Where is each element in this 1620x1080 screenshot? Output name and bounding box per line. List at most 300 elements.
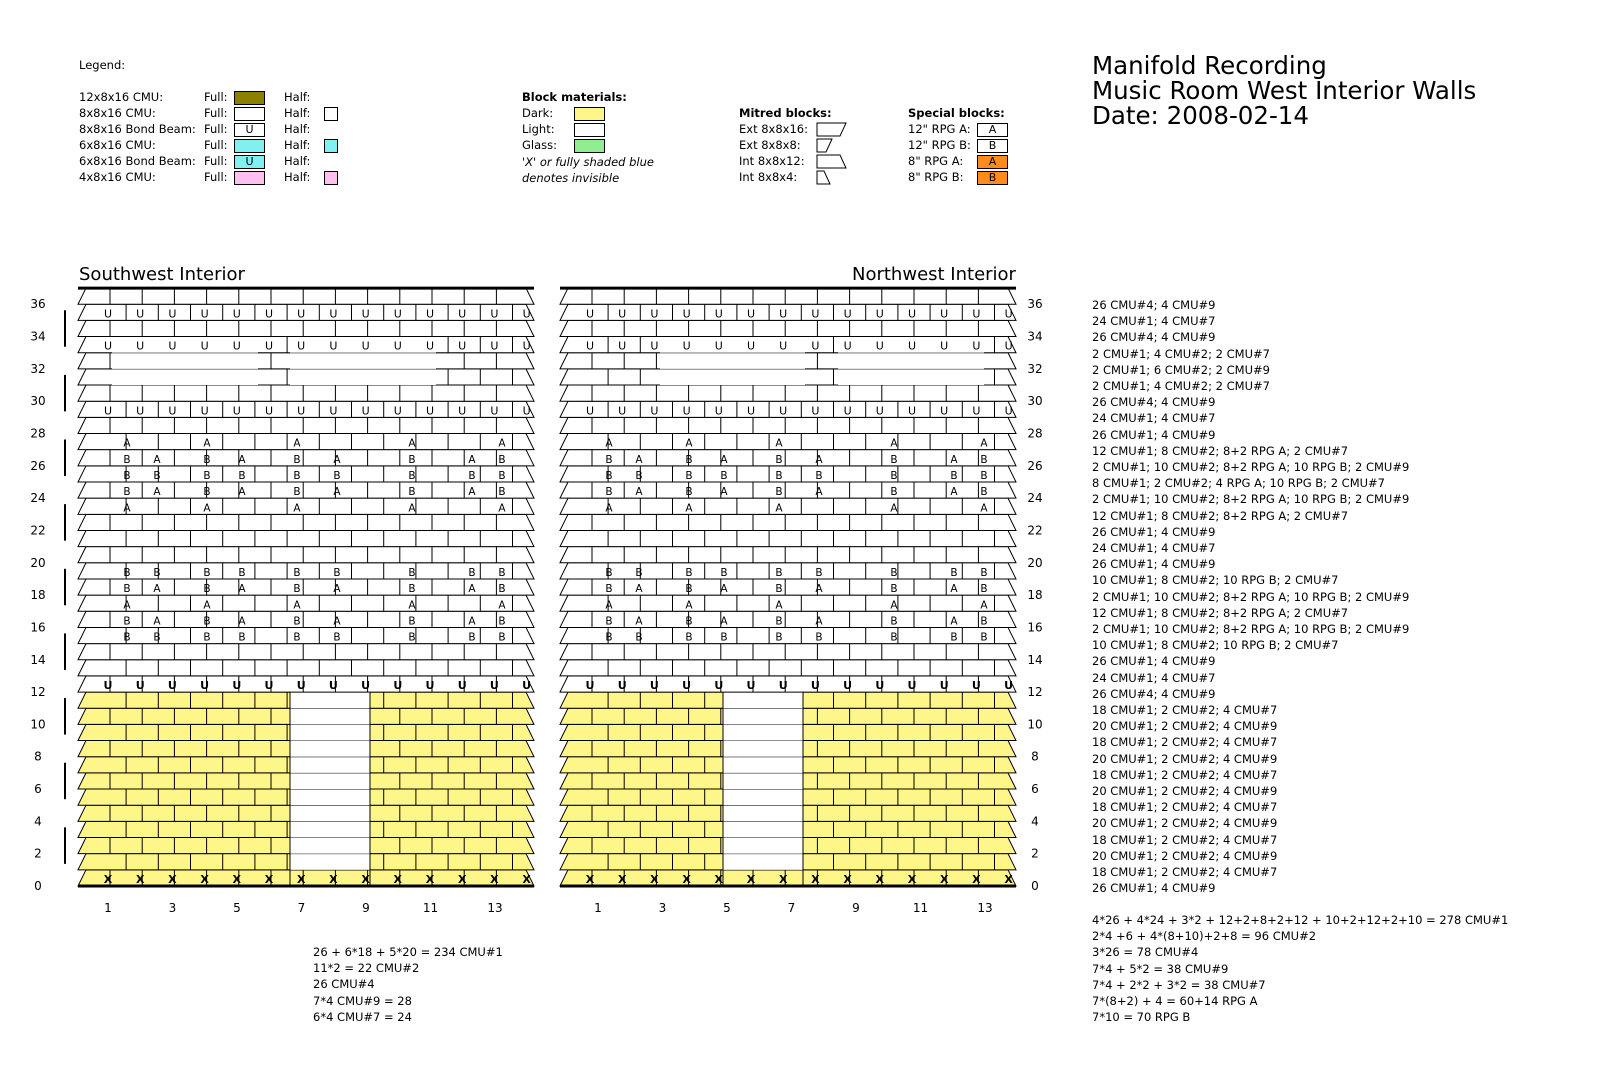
- southwest-block-u: U: [490, 404, 499, 418]
- southwest-block-x: X: [425, 873, 435, 886]
- drawing-date: Date: 2008-02-14: [1092, 101, 1309, 130]
- row-count-line: 26 CMU#1; 4 CMU#9: [1092, 427, 1216, 442]
- legend-full-swatch: U: [234, 155, 265, 169]
- southwest-rpg-label: B: [408, 583, 416, 596]
- southwest-rpg-label: B: [238, 470, 246, 482]
- northwest-block-u: U: [810, 679, 820, 693]
- northwest-rpg-label: B: [775, 583, 783, 596]
- northwest-rpg-label: B: [980, 566, 988, 579]
- legend-half-label: Half:: [284, 90, 311, 104]
- southwest-rpg-label: B: [153, 566, 161, 579]
- special-swatch: A: [977, 123, 1008, 137]
- row-number-right: 2: [1031, 846, 1039, 861]
- northwest-rpg-label: A: [605, 437, 613, 450]
- northwest-rpg-label: A: [635, 486, 643, 499]
- northwest-course: [560, 563, 1016, 579]
- column-number-southwest: 13: [487, 901, 503, 915]
- northwest-block-u: U: [585, 679, 595, 693]
- legend-heading: Legend:: [79, 58, 126, 72]
- northwest-block-u: U: [585, 339, 595, 353]
- row-number-left: 20: [30, 555, 46, 570]
- northwest-course: [560, 627, 1016, 643]
- northwest-block-u: U: [1004, 307, 1013, 321]
- mitred-label: Int 8x8x12:: [739, 154, 805, 168]
- southwest-rpg-label: B: [408, 566, 416, 579]
- row-number-left: 28: [30, 426, 46, 441]
- northwest-block-u: U: [907, 679, 917, 693]
- southwest-rpg-label: B: [408, 486, 416, 499]
- northwest-block-x: X: [585, 873, 595, 886]
- northwest-block-u: U: [618, 404, 627, 418]
- row-count-line: 10 CMU#1; 8 CMU#2; 10 RPG B; 2 CMU#7: [1092, 573, 1339, 588]
- southwest-block-u: U: [393, 339, 402, 353]
- legend-full-label: Full:: [204, 138, 228, 152]
- southwest-rpg-label: B: [203, 631, 211, 644]
- legend-row-name: 4x8x16 CMU:: [79, 170, 156, 184]
- southwest-rpg-label: A: [408, 599, 416, 612]
- northwest-rpg-label: A: [815, 583, 823, 596]
- northwest-block-u: U: [779, 339, 788, 353]
- southwest-door-opening: [290, 838, 370, 854]
- northwest-door-opening: [723, 805, 803, 821]
- southwest-door-opening: [290, 789, 370, 805]
- northwest-rpg-label: B: [635, 631, 643, 644]
- northwest-block-u: U: [682, 404, 691, 418]
- northwest-block-u: U: [714, 679, 724, 693]
- southwest-rpg-label: B: [203, 583, 211, 596]
- southwest-rpg-label: A: [293, 599, 301, 612]
- southwest-block-u: U: [425, 404, 435, 418]
- total-line: 7*4 + 2*2 + 3*2 = 38 CMU#7: [1092, 977, 1266, 992]
- row-number-right: 0: [1031, 879, 1039, 893]
- special-label: 12" RPG A:: [908, 122, 971, 136]
- southwest-block-u: U: [297, 307, 306, 321]
- row-count-line: 26 CMU#4; 4 CMU#9: [1092, 686, 1216, 701]
- column-number-northwest: 3: [658, 901, 667, 915]
- southwest-door-opening: [290, 854, 370, 870]
- southwest-block-u: U: [425, 339, 435, 353]
- northwest-course: [560, 660, 1016, 676]
- column-number-northwest: 1: [594, 901, 602, 915]
- northwest-door-opening: [723, 773, 803, 789]
- northwest-block-x: X: [811, 873, 820, 886]
- northwest-block-u: U: [746, 339, 756, 353]
- column-number-southwest: 3: [168, 901, 177, 915]
- southwest-rpg-label: B: [498, 486, 506, 499]
- northwest-rpg-label: A: [775, 599, 783, 612]
- northwest-rpg-label: B: [980, 583, 988, 596]
- southwest-rpg-label: A: [238, 583, 246, 596]
- northwest-rpg-label: B: [980, 470, 988, 482]
- northwest-rpg-label: B: [775, 566, 783, 579]
- northwest-course: [560, 320, 1016, 336]
- southwest-door-opening: [290, 741, 370, 757]
- legend-row-name: 8x8x16 Bond Beam:: [79, 122, 196, 136]
- row-count-line: 24 CMU#1; 4 CMU#7: [1092, 541, 1216, 555]
- northwest-rpg-label: B: [890, 566, 898, 579]
- northwest-rpg-label: A: [815, 486, 823, 499]
- drawing-title: Music Room West Interior Walls: [1092, 76, 1477, 105]
- southwest-rpg-label: B: [293, 486, 301, 499]
- northwest-block-u: U: [778, 679, 788, 693]
- northwest-window-opening: [838, 369, 984, 385]
- northwest-rpg-label: B: [980, 453, 988, 466]
- southwest-block-u: U: [296, 679, 306, 693]
- southwest-block-u: U: [232, 307, 241, 321]
- northwest-rpg-label: B: [890, 486, 898, 499]
- northwest-block-u: U: [971, 679, 981, 693]
- southwest-block-u: U: [522, 307, 531, 321]
- northwest-course: [560, 530, 1016, 546]
- northwest-rpg-label: A: [635, 615, 643, 628]
- southwest-rpg-label: A: [333, 453, 341, 466]
- northwest-course: [560, 595, 1016, 611]
- northwest-block-u: U: [618, 307, 627, 321]
- southwest-rpg-label: A: [333, 583, 341, 596]
- southwest-block-u: U: [393, 307, 402, 321]
- row-number-left: 30: [30, 394, 46, 409]
- column-number-northwest: 5: [723, 901, 731, 915]
- northwest-block-x: X: [682, 873, 691, 886]
- northwest-block-x: X: [939, 873, 949, 886]
- northwest-door-opening: [723, 741, 803, 757]
- northwest-rpg-label: A: [950, 615, 958, 628]
- northwest-door-opening: [723, 757, 803, 773]
- northwest-block-u: U: [1004, 339, 1013, 353]
- northwest-rpg-label: B: [890, 453, 898, 466]
- southwest-window-opening: [290, 353, 436, 369]
- northwest-block-u: U: [650, 307, 659, 321]
- northwest-block-u: U: [617, 679, 627, 693]
- row-number-left: 36: [30, 297, 46, 312]
- southwest-block-u: U: [522, 339, 531, 353]
- row-number-left: 34: [30, 329, 46, 344]
- northwest-course: [560, 498, 1016, 514]
- southwest-rpg-label: B: [123, 453, 131, 466]
- northwest-block-u: U: [714, 404, 723, 418]
- northwest-course: [560, 514, 1016, 530]
- southwest-rpg-label: B: [238, 566, 246, 579]
- southwest-block-x: X: [264, 873, 274, 886]
- row-number-right: 22: [1027, 523, 1043, 538]
- legend-half-label: Half:: [284, 154, 311, 168]
- southwest-rpg-label: B: [293, 470, 301, 482]
- row-count-line: 24 CMU#1; 4 CMU#7: [1092, 411, 1216, 426]
- southwest-block-u: U: [361, 307, 370, 321]
- northwest-rpg-label: A: [950, 486, 958, 499]
- northwest-rpg-label: B: [685, 615, 693, 628]
- northwest-course: [560, 288, 1016, 304]
- southwest-course: [78, 563, 534, 579]
- southwest-block-u: U: [522, 679, 532, 693]
- southwest-window-opening: [112, 369, 258, 385]
- northwest-block-u: U: [940, 339, 949, 353]
- northwest-course: [560, 417, 1016, 433]
- southwest-rpg-label: A: [238, 453, 246, 466]
- row-count-line: 20 CMU#1; 2 CMU#2; 4 CMU#9: [1092, 816, 1278, 831]
- northwest-rpg-label: A: [980, 502, 988, 515]
- northwest-block-u: U: [972, 307, 981, 321]
- row-count-line: 18 CMU#1; 2 CMU#2; 4 CMU#7: [1092, 735, 1278, 750]
- northwest-rpg-label: A: [635, 583, 643, 596]
- southwest-rpg-label: B: [333, 631, 341, 644]
- southwest-rpg-label: B: [293, 453, 301, 466]
- total-line: 2*4 +6 + 4*(8+10)+2+8 = 96 CMU#2: [1092, 929, 1317, 944]
- southwest-wall-title: Southwest Interior: [79, 264, 245, 285]
- northwest-rpg-label: B: [605, 583, 613, 596]
- southwest-block-x: X: [457, 873, 467, 886]
- southwest-rpg-label: B: [153, 631, 161, 644]
- northwest-rpg-label: A: [720, 453, 728, 466]
- southwest-course: [78, 547, 534, 563]
- northwest-rpg-label: B: [890, 470, 898, 482]
- legend-full-label: Full:: [204, 122, 228, 136]
- row-number-right: 30: [1027, 394, 1043, 409]
- northwest-rpg-label: B: [605, 631, 613, 644]
- row-number-right: 16: [1027, 620, 1043, 635]
- northwest-block-u: U: [875, 339, 884, 353]
- southwest-rpg-label: A: [238, 615, 246, 628]
- northwest-block-x: X: [778, 873, 788, 886]
- northwest-rpg-label: B: [950, 566, 958, 579]
- southwest-rpg-label: A: [498, 502, 506, 515]
- southwest-rpg-label: B: [408, 615, 416, 628]
- southwest-rpg-label: A: [203, 502, 211, 515]
- row-number-right: 18: [1027, 588, 1043, 603]
- row-number-right: 32: [1027, 361, 1043, 376]
- legend-full-label: Full:: [204, 170, 228, 184]
- southwest-block-u: U: [168, 404, 177, 418]
- row-count-line: 2 CMU#1; 6 CMU#2; 2 CMU#9: [1092, 362, 1270, 377]
- special-label: 8" RPG B:: [908, 170, 964, 184]
- row-count-line: 2 CMU#1; 4 CMU#2; 2 CMU#7: [1092, 346, 1270, 361]
- southwest-door-opening: [290, 773, 370, 789]
- materials-heading: Block materials:: [522, 90, 627, 104]
- row-number-left: 16: [30, 620, 46, 635]
- column-number-northwest: 13: [977, 901, 993, 915]
- southwest-block-u: U: [232, 339, 241, 353]
- southwest-course: [78, 611, 534, 627]
- northwest-course: [560, 466, 1016, 482]
- row-count-line: 2 CMU#1; 4 CMU#2; 2 CMU#7: [1092, 379, 1270, 393]
- northwest-block-u: U: [940, 307, 949, 321]
- southwest-rpg-label: A: [293, 502, 301, 515]
- row-number-right: 20: [1027, 555, 1043, 570]
- southwest-rpg-label: B: [333, 566, 341, 579]
- northwest-rpg-label: A: [980, 437, 988, 450]
- row-count-line: 18 CMU#1; 2 CMU#2; 4 CMU#7: [1092, 703, 1278, 717]
- southwest-block-u: U: [361, 339, 370, 353]
- northwest-door-opening: [723, 692, 803, 708]
- northwest-rpg-label: A: [890, 599, 898, 612]
- southwest-rpg-label: B: [468, 631, 476, 644]
- northwest-rpg-label: B: [685, 631, 693, 644]
- northwest-block-u: U: [779, 404, 788, 418]
- materials-note-line2: denotes invisible: [522, 171, 620, 185]
- special-swatch: B: [977, 171, 1008, 185]
- row-count-line: 18 CMU#1; 2 CMU#2; 4 CMU#7: [1092, 865, 1278, 879]
- southwest-course: [78, 644, 534, 660]
- total-line: 7*(8+2) + 4 = 60+14 RPG A: [1092, 994, 1258, 1008]
- summary-line: 26 + 6*18 + 5*20 = 234 CMU#1: [313, 945, 503, 959]
- northwest-rpg-label: B: [635, 566, 643, 579]
- southwest-rpg-label: A: [333, 615, 341, 628]
- legend-row-name: 6x8x16 CMU:: [79, 138, 156, 152]
- southwest-rpg-label: A: [468, 615, 476, 628]
- northwest-rpg-label: B: [775, 631, 783, 644]
- southwest-rpg-label: B: [203, 453, 211, 466]
- northwest-rpg-label: A: [950, 583, 958, 596]
- northwest-rpg-label: A: [815, 615, 823, 628]
- northwest-door-opening: [723, 821, 803, 837]
- mitred-label: Int 8x8x4:: [739, 170, 798, 184]
- southwest-rpg-label: B: [498, 615, 506, 628]
- row-count-line: 10 CMU#1; 8 CMU#2; 10 RPG B; 2 CMU#7: [1092, 638, 1339, 653]
- northwest-rpg-label: A: [685, 437, 693, 450]
- northwest-block-u: U: [875, 404, 884, 418]
- northwest-block-u: U: [618, 339, 627, 353]
- southwest-rpg-label: B: [333, 470, 341, 482]
- southwest-rpg-label: B: [123, 583, 131, 596]
- northwest-rpg-label: A: [775, 437, 783, 450]
- southwest-block-x: X: [361, 873, 370, 886]
- southwest-block-u: U: [135, 679, 145, 693]
- southwest-block-u: U: [200, 679, 210, 693]
- northwest-block-u: U: [843, 404, 852, 418]
- southwest-rpg-label: B: [293, 615, 301, 628]
- southwest-course: [78, 627, 534, 643]
- southwest-block-u: U: [103, 339, 113, 353]
- southwest-rpg-label: A: [408, 437, 416, 450]
- northwest-block-x: X: [875, 873, 885, 886]
- northwest-rpg-label: A: [890, 502, 898, 515]
- southwest-course: [78, 660, 534, 676]
- row-number-right: 24: [1027, 491, 1043, 506]
- northwest-block-u: U: [875, 307, 884, 321]
- northwest-course: [560, 611, 1016, 627]
- southwest-door-opening: [290, 708, 370, 724]
- southwest-block-x: X: [135, 873, 145, 886]
- southwest-block-u: U: [232, 679, 242, 693]
- northwest-rpg-label: B: [815, 631, 823, 644]
- southwest-block-u: U: [200, 307, 209, 321]
- northwest-door-opening: [723, 708, 803, 724]
- southwest-rpg-label: B: [293, 566, 301, 579]
- row-count-line: 2 CMU#1; 10 CMU#2; 8+2 RPG A; 10 RPG B; 2 CMU#9: [1092, 622, 1410, 636]
- northwest-course: [560, 482, 1016, 498]
- southwest-block-x: X: [393, 873, 403, 886]
- southwest-rpg-label: B: [498, 470, 506, 482]
- northwest-block-u: U: [907, 339, 917, 353]
- summary-line: 11*2 = 22 CMU#2: [313, 961, 420, 976]
- row-number-left: 24: [30, 491, 46, 506]
- southwest-course: [78, 288, 534, 304]
- northwest-rpg-label: B: [605, 615, 613, 628]
- northwest-rpg-label: B: [815, 470, 823, 482]
- northwest-door-opening: [723, 854, 803, 870]
- northwest-block-u: U: [746, 307, 756, 321]
- column-number-southwest: 7: [297, 901, 306, 915]
- column-number-northwest: 11: [912, 901, 929, 915]
- southwest-rpg-label: A: [468, 453, 476, 466]
- row-count-line: 20 CMU#1; 2 CMU#2; 4 CMU#9: [1092, 848, 1278, 863]
- northwest-rpg-label: B: [685, 486, 693, 499]
- southwest-block-u: U: [489, 679, 499, 693]
- southwest-rpg-label: B: [203, 470, 211, 482]
- row-number-left: 6: [34, 782, 42, 797]
- column-number-southwest: 11: [422, 901, 439, 915]
- southwest-block-x: X: [168, 873, 177, 886]
- northwest-block-u: U: [1004, 679, 1014, 693]
- northwest-rpg-label: B: [775, 486, 783, 499]
- southwest-rpg-label: B: [203, 615, 211, 628]
- row-count-line: 26 CMU#1; 4 CMU#9: [1092, 557, 1216, 572]
- row-number-right: 26: [1027, 458, 1043, 473]
- southwest-block-u: U: [425, 307, 435, 321]
- northwest-rpg-label: B: [890, 631, 898, 644]
- southwest-window-opening: [112, 353, 258, 369]
- row-count-line: 18 CMU#1; 2 CMU#2; 4 CMU#7: [1092, 800, 1278, 815]
- northwest-rpg-label: B: [980, 631, 988, 644]
- northwest-block-x: X: [907, 873, 917, 886]
- southwest-course: [78, 434, 534, 450]
- southwest-rpg-label: A: [153, 486, 161, 499]
- northwest-course: [560, 579, 1016, 595]
- southwest-rpg-label: A: [238, 486, 246, 499]
- southwest-course: [78, 514, 534, 530]
- southwest-block-u: U: [103, 404, 113, 418]
- northwest-rpg-label: A: [775, 502, 783, 515]
- legend-row-name: 8x8x16 CMU:: [79, 106, 156, 120]
- northwest-block-u: U: [649, 679, 659, 693]
- row-number-left: 0: [34, 879, 42, 893]
- southwest-course: [78, 466, 534, 482]
- northwest-block-u: U: [746, 404, 756, 418]
- southwest-block-u: U: [167, 679, 177, 693]
- northwest-course: [560, 644, 1016, 660]
- northwest-rpg-label: B: [950, 470, 958, 482]
- southwest-door-opening: [290, 757, 370, 773]
- southwest-block-u: U: [490, 307, 499, 321]
- row-count-line: 26 CMU#1; 4 CMU#9: [1092, 524, 1216, 539]
- southwest-rpg-label: A: [123, 599, 131, 612]
- column-number-southwest: 1: [104, 901, 112, 915]
- southwest-rpg-label: B: [408, 631, 416, 644]
- southwest-course: [78, 417, 534, 433]
- legend-full-label: Full:: [204, 90, 228, 104]
- northwest-block-u: U: [682, 679, 692, 693]
- northwest-window-opening: [660, 369, 805, 385]
- southwest-block-x: X: [296, 873, 306, 886]
- southwest-course: [78, 530, 534, 546]
- row-count-line: 24 CMU#1; 4 CMU#7: [1092, 314, 1216, 329]
- southwest-block-u: U: [136, 339, 145, 353]
- southwest-rpg-label: B: [123, 486, 131, 499]
- southwest-rpg-label: A: [123, 502, 131, 515]
- northwest-rpg-label: B: [605, 486, 613, 499]
- southwest-rpg-label: A: [498, 599, 506, 612]
- northwest-block-x: X: [650, 873, 659, 886]
- southwest-door-opening: [290, 724, 370, 740]
- southwest-block-u: U: [490, 339, 499, 353]
- column-number-southwest: 9: [362, 901, 370, 915]
- mitred-label: Ext 8x8x16:: [739, 122, 808, 136]
- legend-half-label: Half:: [284, 138, 311, 152]
- southwest-rpg-label: A: [333, 486, 341, 499]
- southwest-rpg-label: A: [153, 583, 161, 596]
- northwest-course: [560, 547, 1016, 563]
- southwest-course: [78, 320, 534, 336]
